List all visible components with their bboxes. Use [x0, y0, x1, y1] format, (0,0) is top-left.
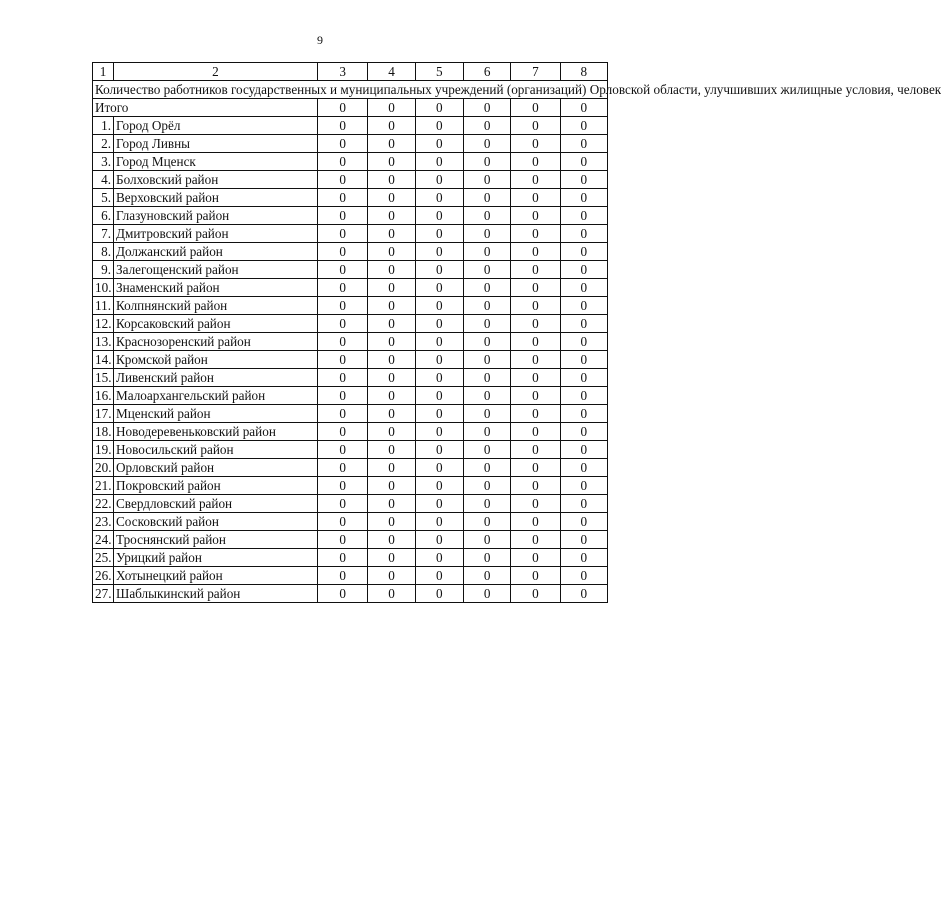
header-cell: 6 — [463, 63, 510, 81]
cell-value: 0 — [415, 207, 463, 225]
cell-value: 0 — [463, 189, 510, 207]
cell-value: 0 — [511, 261, 560, 279]
cell-value: 0 — [317, 189, 367, 207]
cell-value: 0 — [368, 441, 415, 459]
district-name: Город Мценск — [114, 153, 318, 171]
cell-value: 0 — [463, 153, 510, 171]
table-row — [93, 477, 608, 495]
cell-value: 0 — [560, 135, 607, 153]
cell-value: 0 — [511, 423, 560, 441]
cell-value: 0 — [368, 405, 415, 423]
cell-value: 0 — [511, 567, 560, 585]
row-number: 5. — [93, 189, 114, 207]
cell-value: 0 — [415, 495, 463, 513]
cell-value: 0 — [415, 243, 463, 261]
cell-value: 0 — [511, 189, 560, 207]
row-number: 18. — [93, 423, 114, 441]
row-number: 10. — [93, 279, 114, 297]
cell-value: 0 — [368, 495, 415, 513]
table-row — [93, 531, 608, 549]
district-name: Троснянский район — [114, 531, 318, 549]
district-name: Покровский район — [114, 477, 318, 495]
cell-value: 0 — [511, 477, 560, 495]
cell-value: 0 — [317, 531, 367, 549]
cell-value: 0 — [511, 387, 560, 405]
district-name: Мценский район — [114, 405, 318, 423]
table-row — [93, 369, 608, 387]
table-row — [93, 351, 608, 369]
cell-value: 0 — [317, 171, 367, 189]
district-name: Ливенский район — [114, 369, 318, 387]
cell-value: 0 — [511, 531, 560, 549]
table-row — [93, 513, 608, 531]
row-number: 23. — [93, 513, 114, 531]
district-name: Малоархангельский район — [114, 387, 318, 405]
header-cell: 7 — [511, 63, 560, 81]
cell-value: 0 — [368, 387, 415, 405]
cell-value: 0 — [511, 441, 560, 459]
table-row — [93, 297, 608, 315]
row-number: 15. — [93, 369, 114, 387]
total-value: 0 — [463, 99, 510, 117]
cell-value: 0 — [415, 135, 463, 153]
cell-value: 0 — [415, 297, 463, 315]
cell-value: 0 — [511, 117, 560, 135]
cell-value: 0 — [415, 333, 463, 351]
row-number: 1. — [93, 117, 114, 135]
header-cell: 3 — [317, 63, 367, 81]
cell-value: 0 — [560, 279, 607, 297]
cell-value: 0 — [317, 207, 367, 225]
row-number: 16. — [93, 387, 114, 405]
cell-value: 0 — [463, 225, 510, 243]
cell-value: 0 — [511, 495, 560, 513]
district-name: Залегощенский район — [114, 261, 318, 279]
cell-value: 0 — [560, 243, 607, 261]
total-value: 0 — [317, 99, 367, 117]
cell-value: 0 — [368, 153, 415, 171]
cell-value: 0 — [368, 459, 415, 477]
district-name: Урицкий район — [114, 549, 318, 567]
data-table — [92, 62, 941, 603]
cell-value: 0 — [463, 333, 510, 351]
table-row — [93, 135, 608, 153]
row-number: 17. — [93, 405, 114, 423]
cell-value: 0 — [317, 423, 367, 441]
cell-value: 0 — [415, 567, 463, 585]
district-name: Дмитровский район — [114, 225, 318, 243]
cell-value: 0 — [560, 351, 607, 369]
cell-value: 0 — [317, 459, 367, 477]
cell-value: 0 — [415, 531, 463, 549]
district-name: Знаменский район — [114, 279, 318, 297]
table-row — [93, 243, 608, 261]
cell-value: 0 — [560, 171, 607, 189]
row-number: 27. — [93, 585, 114, 603]
cell-value: 0 — [368, 261, 415, 279]
cell-value: 0 — [463, 531, 510, 549]
row-number: 21. — [93, 477, 114, 495]
cell-value: 0 — [511, 243, 560, 261]
row-number: 2. — [93, 135, 114, 153]
cell-value: 0 — [560, 405, 607, 423]
cell-value: 0 — [368, 513, 415, 531]
row-number: 7. — [93, 225, 114, 243]
cell-value: 0 — [560, 513, 607, 531]
cell-value: 0 — [463, 171, 510, 189]
table-row — [93, 153, 608, 171]
cell-value: 0 — [560, 207, 607, 225]
cell-value: 0 — [511, 513, 560, 531]
cell-value: 0 — [560, 387, 607, 405]
table-row — [93, 423, 608, 441]
district-name: Кромской район — [114, 351, 318, 369]
cell-value: 0 — [511, 279, 560, 297]
cell-value: 0 — [415, 117, 463, 135]
cell-value: 0 — [317, 477, 367, 495]
total-value: 0 — [511, 99, 560, 117]
cell-value: 0 — [463, 567, 510, 585]
cell-value: 0 — [463, 135, 510, 153]
table-row — [93, 495, 608, 513]
cell-value: 0 — [415, 225, 463, 243]
table-row — [93, 189, 608, 207]
cell-value: 0 — [560, 297, 607, 315]
table-row — [93, 333, 608, 351]
cell-value: 0 — [560, 153, 607, 171]
table-row — [93, 387, 608, 405]
cell-value: 0 — [511, 405, 560, 423]
table-body — [93, 63, 941, 603]
cell-value: 0 — [511, 333, 560, 351]
table-row — [93, 585, 608, 603]
cell-value: 0 — [463, 405, 510, 423]
cell-value: 0 — [317, 495, 367, 513]
cell-value: 0 — [560, 549, 607, 567]
cell-value: 0 — [511, 171, 560, 189]
table-row — [93, 459, 608, 477]
cell-value: 0 — [415, 369, 463, 387]
cell-value: 0 — [368, 225, 415, 243]
cell-value: 0 — [317, 243, 367, 261]
district-name: Город Орёл — [114, 117, 318, 135]
cell-value: 0 — [463, 369, 510, 387]
district-name: Краснозоренский район — [114, 333, 318, 351]
district-name: Орловский район — [114, 459, 318, 477]
cell-value: 0 — [511, 153, 560, 171]
district-name: Верховский район — [114, 189, 318, 207]
cell-value: 0 — [560, 567, 607, 585]
cell-value: 0 — [368, 189, 415, 207]
cell-value: 0 — [368, 135, 415, 153]
cell-value: 0 — [368, 369, 415, 387]
cell-value: 0 — [415, 387, 463, 405]
cell-value: 0 — [368, 549, 415, 567]
cell-value: 0 — [560, 477, 607, 495]
header-cell: 5 — [415, 63, 463, 81]
cell-value: 0 — [463, 297, 510, 315]
row-number: 24. — [93, 531, 114, 549]
cell-value: 0 — [317, 369, 367, 387]
row-number: 25. — [93, 549, 114, 567]
cell-value: 0 — [511, 297, 560, 315]
cell-value: 0 — [368, 243, 415, 261]
cell-value: 0 — [463, 261, 510, 279]
cell-value: 0 — [317, 117, 367, 135]
row-number: 11. — [93, 297, 114, 315]
cell-value: 0 — [368, 333, 415, 351]
cell-value: 0 — [560, 531, 607, 549]
table-caption: Количество работников государственных и муниципальных учреждений (организаций) Орловской области, улучшивших жилищные условия, человек — [93, 81, 608, 99]
cell-value: 0 — [463, 279, 510, 297]
cell-value: 0 — [368, 567, 415, 585]
district-name: Шаблыкинский район — [114, 585, 318, 603]
caption-row — [93, 81, 608, 99]
district-name: Хотынецкий район — [114, 567, 318, 585]
cell-value: 0 — [368, 477, 415, 495]
cell-value: 0 — [368, 297, 415, 315]
total-value: 0 — [368, 99, 415, 117]
cell-value: 0 — [560, 225, 607, 243]
table-row — [93, 549, 608, 567]
district-name: Корсаковский район — [114, 315, 318, 333]
cell-value: 0 — [463, 351, 510, 369]
total-value: 0 — [560, 99, 607, 117]
table-row — [93, 207, 608, 225]
cell-value: 0 — [560, 585, 607, 603]
cell-value: 0 — [317, 225, 367, 243]
cell-value: 0 — [511, 135, 560, 153]
cell-value: 0 — [560, 369, 607, 387]
district-name: Сосковский район — [114, 513, 318, 531]
table-row — [93, 405, 608, 423]
district-name: Новосильский район — [114, 441, 318, 459]
cell-value: 0 — [317, 585, 367, 603]
cell-value: 0 — [463, 207, 510, 225]
header-cell: 8 — [560, 63, 607, 81]
row-number: 3. — [93, 153, 114, 171]
cell-value: 0 — [317, 153, 367, 171]
row-number: 12. — [93, 315, 114, 333]
cell-value: 0 — [463, 117, 510, 135]
cell-value: 0 — [463, 459, 510, 477]
cell-value: 0 — [368, 207, 415, 225]
cell-value: 0 — [415, 279, 463, 297]
cell-value: 0 — [463, 585, 510, 603]
cell-value: 0 — [560, 333, 607, 351]
table-row — [93, 315, 608, 333]
cell-value: 0 — [415, 441, 463, 459]
cell-value: 0 — [560, 117, 607, 135]
district-name: Должанский район — [114, 243, 318, 261]
cell-value: 0 — [368, 531, 415, 549]
cell-value: 0 — [560, 459, 607, 477]
district-name: Город Ливны — [114, 135, 318, 153]
header-cell: 1 — [93, 63, 114, 81]
row-number: 14. — [93, 351, 114, 369]
cell-value: 0 — [511, 585, 560, 603]
cell-value: 0 — [560, 189, 607, 207]
cell-value: 0 — [415, 477, 463, 495]
district-name: Глазуновский район — [114, 207, 318, 225]
cell-value: 0 — [511, 207, 560, 225]
cell-value: 0 — [368, 351, 415, 369]
cell-value: 0 — [560, 441, 607, 459]
header-cell: 2 — [114, 63, 318, 81]
row-number: 8. — [93, 243, 114, 261]
row-number: 6. — [93, 207, 114, 225]
cell-value: 0 — [511, 459, 560, 477]
cell-value: 0 — [560, 261, 607, 279]
cell-value: 0 — [463, 441, 510, 459]
cell-value: 0 — [317, 333, 367, 351]
district-name: Болховский район — [114, 171, 318, 189]
cell-value: 0 — [415, 513, 463, 531]
row-number: 9. — [93, 261, 114, 279]
cell-value: 0 — [317, 405, 367, 423]
cell-value: 0 — [317, 567, 367, 585]
cell-value: 0 — [463, 315, 510, 333]
table-row — [93, 261, 608, 279]
cell-value: 0 — [317, 351, 367, 369]
cell-value: 0 — [415, 315, 463, 333]
cell-value: 0 — [317, 441, 367, 459]
cell-value: 0 — [415, 189, 463, 207]
cell-value: 0 — [317, 549, 367, 567]
cell-value: 0 — [317, 315, 367, 333]
cell-value: 0 — [368, 279, 415, 297]
cell-value: 0 — [560, 423, 607, 441]
cell-value: 0 — [511, 315, 560, 333]
cell-value: 0 — [511, 369, 560, 387]
cell-value: 0 — [511, 225, 560, 243]
cell-value: 0 — [415, 261, 463, 279]
cell-value: 0 — [560, 495, 607, 513]
total-label: Итого — [93, 99, 318, 117]
table-row — [93, 567, 608, 585]
table-row — [93, 225, 608, 243]
row-number: 20. — [93, 459, 114, 477]
cell-value: 0 — [415, 171, 463, 189]
cell-value: 0 — [415, 405, 463, 423]
cell-value: 0 — [368, 423, 415, 441]
row-number: 26. — [93, 567, 114, 585]
cell-value: 0 — [368, 171, 415, 189]
cell-value: 0 — [463, 423, 510, 441]
cell-value: 0 — [368, 585, 415, 603]
header-cell: 4 — [368, 63, 415, 81]
cell-value: 0 — [317, 513, 367, 531]
cell-value: 0 — [463, 243, 510, 261]
cell-value: 0 — [415, 153, 463, 171]
cell-value: 0 — [511, 351, 560, 369]
cell-value: 0 — [368, 117, 415, 135]
cell-value: 0 — [415, 459, 463, 477]
cell-value: 0 — [415, 351, 463, 369]
cell-value: 0 — [463, 495, 510, 513]
total-row — [93, 99, 608, 117]
row-number: 4. — [93, 171, 114, 189]
row-number: 13. — [93, 333, 114, 351]
row-number: 22. — [93, 495, 114, 513]
table-row — [93, 171, 608, 189]
cell-value: 0 — [317, 279, 367, 297]
cell-value: 0 — [415, 549, 463, 567]
cell-value: 0 — [463, 477, 510, 495]
table-row — [93, 117, 608, 135]
page-number: 9 — [317, 33, 323, 47]
cell-value: 0 — [463, 513, 510, 531]
table-row — [93, 441, 608, 459]
cell-value: 0 — [415, 585, 463, 603]
row-number: 19. — [93, 441, 114, 459]
cell-value: 0 — [368, 315, 415, 333]
district-name: Новодеревеньковский район — [114, 423, 318, 441]
total-value: 0 — [415, 99, 463, 117]
cell-value: 0 — [560, 315, 607, 333]
district-name: Свердловский район — [114, 495, 318, 513]
header-row — [93, 63, 608, 81]
cell-value: 0 — [511, 549, 560, 567]
cell-value: 0 — [317, 297, 367, 315]
cell-value: 0 — [317, 135, 367, 153]
cell-value: 0 — [463, 387, 510, 405]
cell-value: 0 — [317, 387, 367, 405]
cell-value: 0 — [463, 549, 510, 567]
district-name: Колпнянский район — [114, 297, 318, 315]
cell-value: 0 — [317, 261, 367, 279]
table-row — [93, 279, 608, 297]
cell-value: 0 — [415, 423, 463, 441]
